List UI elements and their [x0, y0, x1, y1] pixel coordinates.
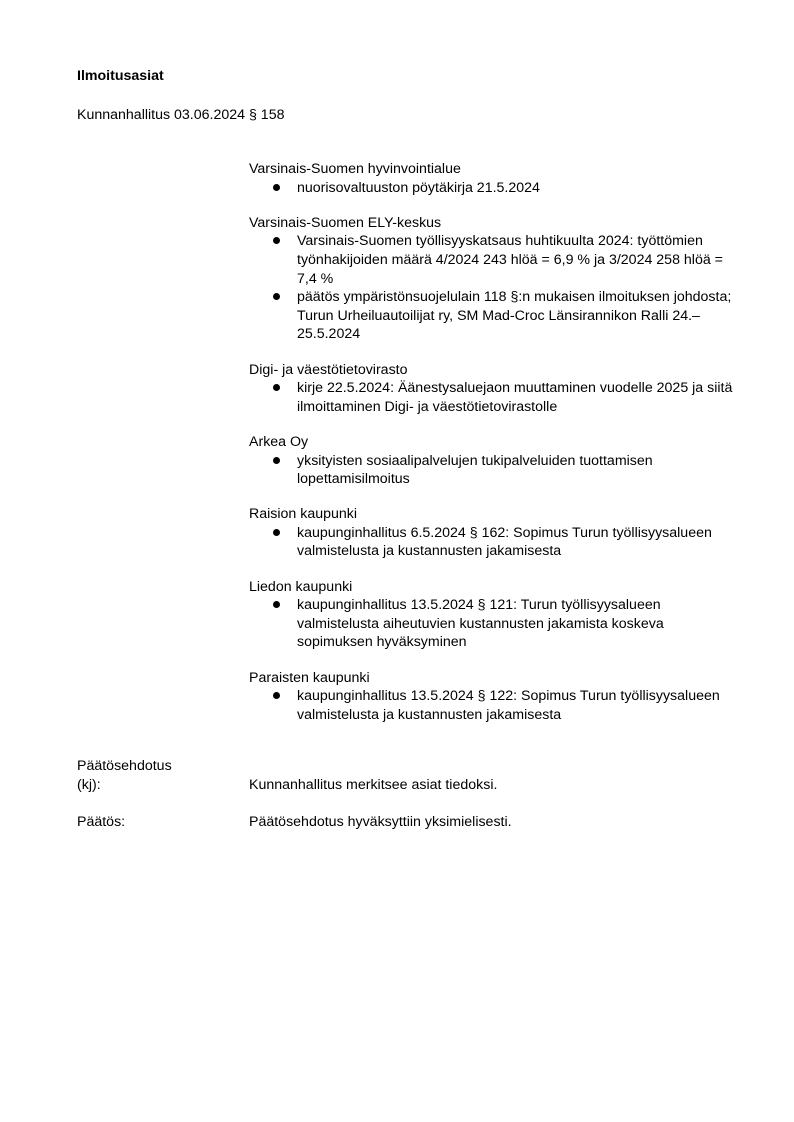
bullet-icon [273, 529, 280, 536]
proposal-text [249, 757, 497, 794]
section-sender: Varsinais-Suomen hyvinvointialue [249, 161, 461, 177]
section-sender: Digi- ja väestötietovirasto [249, 361, 408, 378]
document-title: Ilmoitusasiat [77, 68, 164, 84]
proposal-label-line2: (kj): [77, 776, 101, 793]
bullet-icon [273, 184, 280, 191]
notice-items [249, 179, 739, 198]
notice-item-text: kirje 22.5.2024: Äänestysaluejaon muuttaminen vuodelle 2025 ja siitä ilmoittaminen Digi- ja väestötietovirastolle [297, 380, 733, 415]
bullet-icon [273, 457, 280, 464]
notice-items [249, 379, 739, 416]
proposal-value: Kunnanhallitus merkitsee asiat tiedoksi. [249, 776, 498, 793]
notice-item [249, 288, 737, 344]
notice-section [249, 160, 739, 197]
notice-item [249, 379, 737, 416]
notice-item-text: kaupunginhallitus 13.5.2024 § 122: Sopimus Turun työllisyysalueen valmistelusta ja kustannusten jakamisesta [297, 688, 720, 723]
notice-item-text: kaupunginhallitus 13.5.2024 § 121: Turun työllisyysalueen valmistelusta aiheutuvien kustannusten jakamista koskeva sopimuksen hyväksyminen [297, 597, 664, 651]
notice-item [249, 524, 737, 561]
notice-section [249, 505, 739, 561]
section-sender: Paraisten kaupunki [249, 669, 370, 686]
bullet-icon [273, 384, 280, 391]
notice-item [249, 179, 737, 198]
notice-item-text: kaupunginhallitus 6.5.2024 § 162: Sopimus Turun työllisyysalueen valmistelusta ja kustannusten jakamisesta [297, 524, 712, 560]
notice-item [249, 687, 737, 724]
bullet-icon [273, 692, 280, 699]
notice-items [249, 596, 739, 652]
notice-item [249, 232, 737, 288]
notice-item-text: päätös ympäristönsuojelulain 118 §:n mukaisen ilmoituksen johdosta; Turun Urheiluautoilijat ry, SM Mad-Croc Länsirannikon Ralli 24.–25.5.2024 [297, 289, 732, 343]
notice-section [249, 433, 739, 489]
bullet-icon [273, 601, 280, 608]
notice-item-text: nuorisovaltuuston pöytäkirja 21.5.2024 [297, 179, 540, 196]
notice-items [249, 687, 739, 724]
notice-item-text: Varsinais-Suomen työllisyyskatsaus huhtikuulta 2024: työttömien työnhakijoiden määrä 4/2024 243 hlöä = 6,9 % ja 3/2024 258 hlöä = 7,4 % [297, 233, 723, 287]
notice-items [249, 524, 739, 561]
section-sender: Arkea Oy [249, 433, 309, 450]
section-sender: Raision kaupunki [249, 506, 358, 523]
notice-item-text: yksityisten sosiaalipalvelujen tukipalveluiden tuottamisen lopettamisilmoitus [297, 452, 653, 488]
notice-item [249, 452, 737, 489]
section-sender: Varsinais-Suomen ELY-keskus [249, 214, 442, 231]
bullet-icon [273, 237, 280, 244]
proposal-row [77, 757, 497, 794]
decision-label: Päätös: [77, 814, 126, 830]
notice-section [249, 669, 739, 725]
proposal-label-line1: Päätösehdotus [77, 758, 172, 774]
notice-items [249, 452, 739, 489]
notice-section [249, 578, 739, 652]
notice-section [249, 214, 739, 344]
decision-text: Päätösehdotus hyväksyttiin yksimielisesti. [249, 814, 512, 830]
proposal-label [77, 757, 249, 794]
meeting-reference: Kunnanhallitus 03.06.2024 § 158 [77, 107, 285, 123]
notice-item [249, 596, 737, 652]
section-sender: Liedon kaupunki [249, 578, 353, 595]
notices-list [249, 160, 739, 741]
bullet-icon [273, 293, 280, 300]
notice-section [249, 361, 739, 417]
notice-items [249, 232, 739, 344]
decision-row [77, 813, 512, 832]
